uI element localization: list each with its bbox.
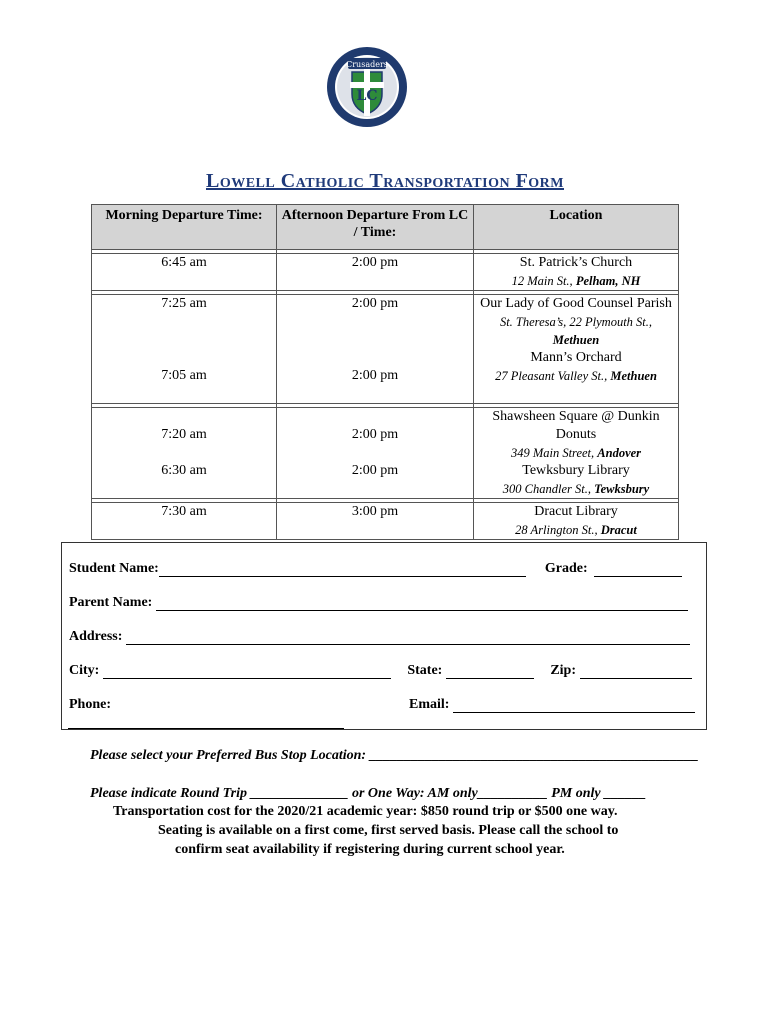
address-town: Dracut xyxy=(600,523,637,537)
location-address xyxy=(478,313,674,349)
afternoon-time: 2:00 pm xyxy=(351,296,399,311)
header-morning: Morning Departure Time: xyxy=(92,205,277,250)
location-address xyxy=(478,444,674,462)
header-afternoon: Afternoon Departure From LC / Time: xyxy=(277,205,474,250)
location-address xyxy=(478,367,674,385)
zip-label: Zip: xyxy=(550,663,577,678)
location-name: Tewksbury Library xyxy=(522,463,630,478)
student-info-form xyxy=(61,542,707,730)
address-street: St. Theresa’s, 22 Plymouth St., xyxy=(499,315,653,329)
phone-email-row xyxy=(69,697,695,713)
location-name: Our Lady of Good Counsel Parish xyxy=(480,296,672,311)
logo-text: Crusaders xyxy=(346,60,388,69)
preferred-stop-note: Please select your Preferred Bus Stop Location: _______________________________________________ xyxy=(90,748,699,763)
afternoon-time: 2:00 pm xyxy=(351,427,399,442)
morning-cell xyxy=(92,295,277,404)
morning-time: 7:30 am xyxy=(161,504,207,519)
afternoon-time: 2:00 pm xyxy=(351,255,399,270)
afternoon-time: 2:00 pm xyxy=(351,368,399,383)
morning-time: 6:45 am xyxy=(161,255,207,270)
logo-letters: LC xyxy=(356,88,378,104)
location-name: Dracut Library xyxy=(534,504,618,519)
grade-field[interactable] xyxy=(594,562,682,577)
state-label: State: xyxy=(407,663,443,678)
morning-cell xyxy=(92,503,277,540)
cost-note: Transportation cost for the 2020/21 academic year: $850 round trip or $500 one way. xyxy=(113,804,618,819)
table-row xyxy=(92,295,679,404)
grade-label: Grade: xyxy=(544,561,588,576)
location-cell xyxy=(474,295,679,404)
city-state-zip-row xyxy=(69,663,692,679)
afternoon-time: 2:00 pm xyxy=(351,463,399,478)
location-cell xyxy=(474,254,679,291)
table-row xyxy=(92,254,679,291)
morning-time: 6:30 am xyxy=(161,463,207,478)
afternoon-cell xyxy=(277,295,474,404)
schedule-table xyxy=(91,204,679,540)
school-crest-logo xyxy=(326,42,408,132)
afternoon-cell xyxy=(277,254,474,291)
location-name: St. Patrick’s Church xyxy=(519,255,633,270)
address-town: Methuen xyxy=(610,369,657,383)
address-field[interactable] xyxy=(126,630,690,645)
address-row xyxy=(69,629,690,645)
address-street: 27 Pleasant Valley St., xyxy=(495,369,611,383)
state-field[interactable] xyxy=(446,664,534,679)
address-town: Andover xyxy=(597,446,642,460)
address-town: Tewksbury xyxy=(594,482,650,496)
address-town: Pelham, NH xyxy=(575,274,641,288)
location-address xyxy=(478,272,674,290)
location-cell xyxy=(474,503,679,540)
address-street: 300 Chandler St., xyxy=(502,482,595,496)
parent-name-label: Parent Name: xyxy=(69,595,153,610)
table-row xyxy=(92,503,679,540)
phone-label: Phone: xyxy=(69,697,111,712)
morning-cell xyxy=(92,408,277,499)
morning-cell xyxy=(92,254,277,291)
table-row xyxy=(92,408,679,499)
address-label: Address: xyxy=(69,629,123,644)
seating-note: Seating is available on a first come, first served basis. Please call the school to xyxy=(158,823,619,838)
schedule-body xyxy=(92,250,679,540)
afternoon-cell xyxy=(277,503,474,540)
parent-name-row xyxy=(69,595,688,611)
morning-time: 7:05 am xyxy=(161,368,207,383)
table-header-row xyxy=(92,205,679,250)
student-name-label: Student Name: xyxy=(69,561,159,576)
address-street: 349 Main Street, xyxy=(510,446,598,460)
address-street: 12 Main St., xyxy=(511,274,576,288)
page-title: Lowell Catholic Transportation Form xyxy=(205,170,564,192)
confirm-note: confirm seat availability if registering during current school year. xyxy=(175,842,565,857)
afternoon-cell xyxy=(277,408,474,499)
parent-name-field[interactable] xyxy=(156,596,688,611)
header-location: Location xyxy=(474,205,679,250)
city-field[interactable] xyxy=(103,664,391,679)
afternoon-time: 3:00 pm xyxy=(351,504,399,519)
location-address xyxy=(478,480,674,498)
email-label: Email: xyxy=(409,697,450,712)
student-name-field[interactable] xyxy=(159,562,526,577)
phone-field[interactable] xyxy=(68,728,344,729)
city-label: City: xyxy=(69,663,100,678)
address-street: 28 Arlington St., xyxy=(515,523,601,537)
morning-time: 7:20 am xyxy=(161,427,207,442)
email-field[interactable] xyxy=(453,698,695,713)
student-name-row xyxy=(69,561,682,577)
morning-time: 7:25 am xyxy=(161,296,207,311)
location-cell xyxy=(474,408,679,499)
location-address xyxy=(478,521,674,539)
zip-field[interactable] xyxy=(580,664,692,679)
address-town: Methuen xyxy=(552,333,600,347)
round-trip-note: Please indicate Round Trip ______________ or One Way: AM only__________ PM only ______ xyxy=(90,786,647,801)
location-name: Shawsheen Square @ Dunkin Donuts xyxy=(492,409,660,442)
location-name: Mann’s Orchard xyxy=(530,350,622,365)
